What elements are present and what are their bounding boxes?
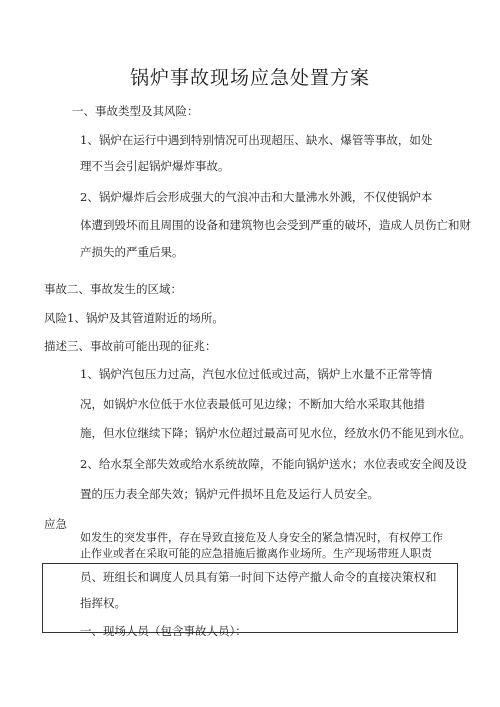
paragraph-line: 体遭到毁坏而且周围的设备和建筑物也会受到严重的破坏，造成人员伤亡和财: [80, 218, 471, 232]
document-title: 锅炉事故现场应急处置方案: [129, 67, 370, 89]
paragraph-line: 2、锅炉爆炸后会形成强大的气浪冲击和大量沸水外溅，不仅使锅炉本: [80, 190, 433, 204]
paragraph-line: 1、锅炉汽包压力过高，汽包水位过低或过高，锅炉上水量不正常等情: [80, 367, 433, 381]
paragraph-line: 产损失的严重后果。: [80, 245, 184, 259]
section-heading-risk-type: 一、事故类型及其风险：: [72, 104, 199, 118]
section-heading-onsite-staff: 一、现场人员（包含事故人员）：: [80, 624, 247, 638]
paragraph-line: 施，但水位继续下降；锅炉水位超过最高可见水位，经放水仍不能见到水位。: [80, 426, 471, 440]
section-heading-signs: 描述三、事故前可能出现的征兆：: [44, 339, 217, 353]
paragraph-line: 况，如锅炉水位低于水位表最低可见边缘；不断加大给水采取其他措: [80, 397, 425, 411]
section-heading-area: 事故二、事故发生的区域：: [44, 282, 182, 296]
paragraph-line: 2、给水泵全部失效或给水系统故障，不能向锅炉送水；水位表或安全阀及设: [80, 457, 467, 471]
paragraph-line: 风险1、锅炉及其管道附近的场所。: [44, 311, 224, 325]
paragraph-line: 指挥权。: [80, 596, 126, 610]
paragraph-line: 如发生的突发事件，存在导致直接危及人身安全的紧急情况时，有权停工作: [80, 531, 443, 544]
paragraph-line: 理不当会引起锅炉爆炸事故。: [80, 159, 230, 173]
paragraph-line: 置的压力表全部失效；锅炉元件损坏且危及运行人员安全。: [80, 487, 379, 501]
paragraph-line: 员、班组长和调度人员具有第一时间下达停产撤人命令的直接决策权和: [80, 570, 437, 584]
section-label-emergency: 应急: [44, 517, 67, 531]
paragraph-line: 1、锅炉在运行中遇到特别情况可出现超压、缺水、爆管等事故，如处: [80, 133, 433, 147]
paragraph-line: 止作业或者在采取可能的应急措施后撤离作业场所。生产现场带班人职责: [80, 547, 432, 560]
